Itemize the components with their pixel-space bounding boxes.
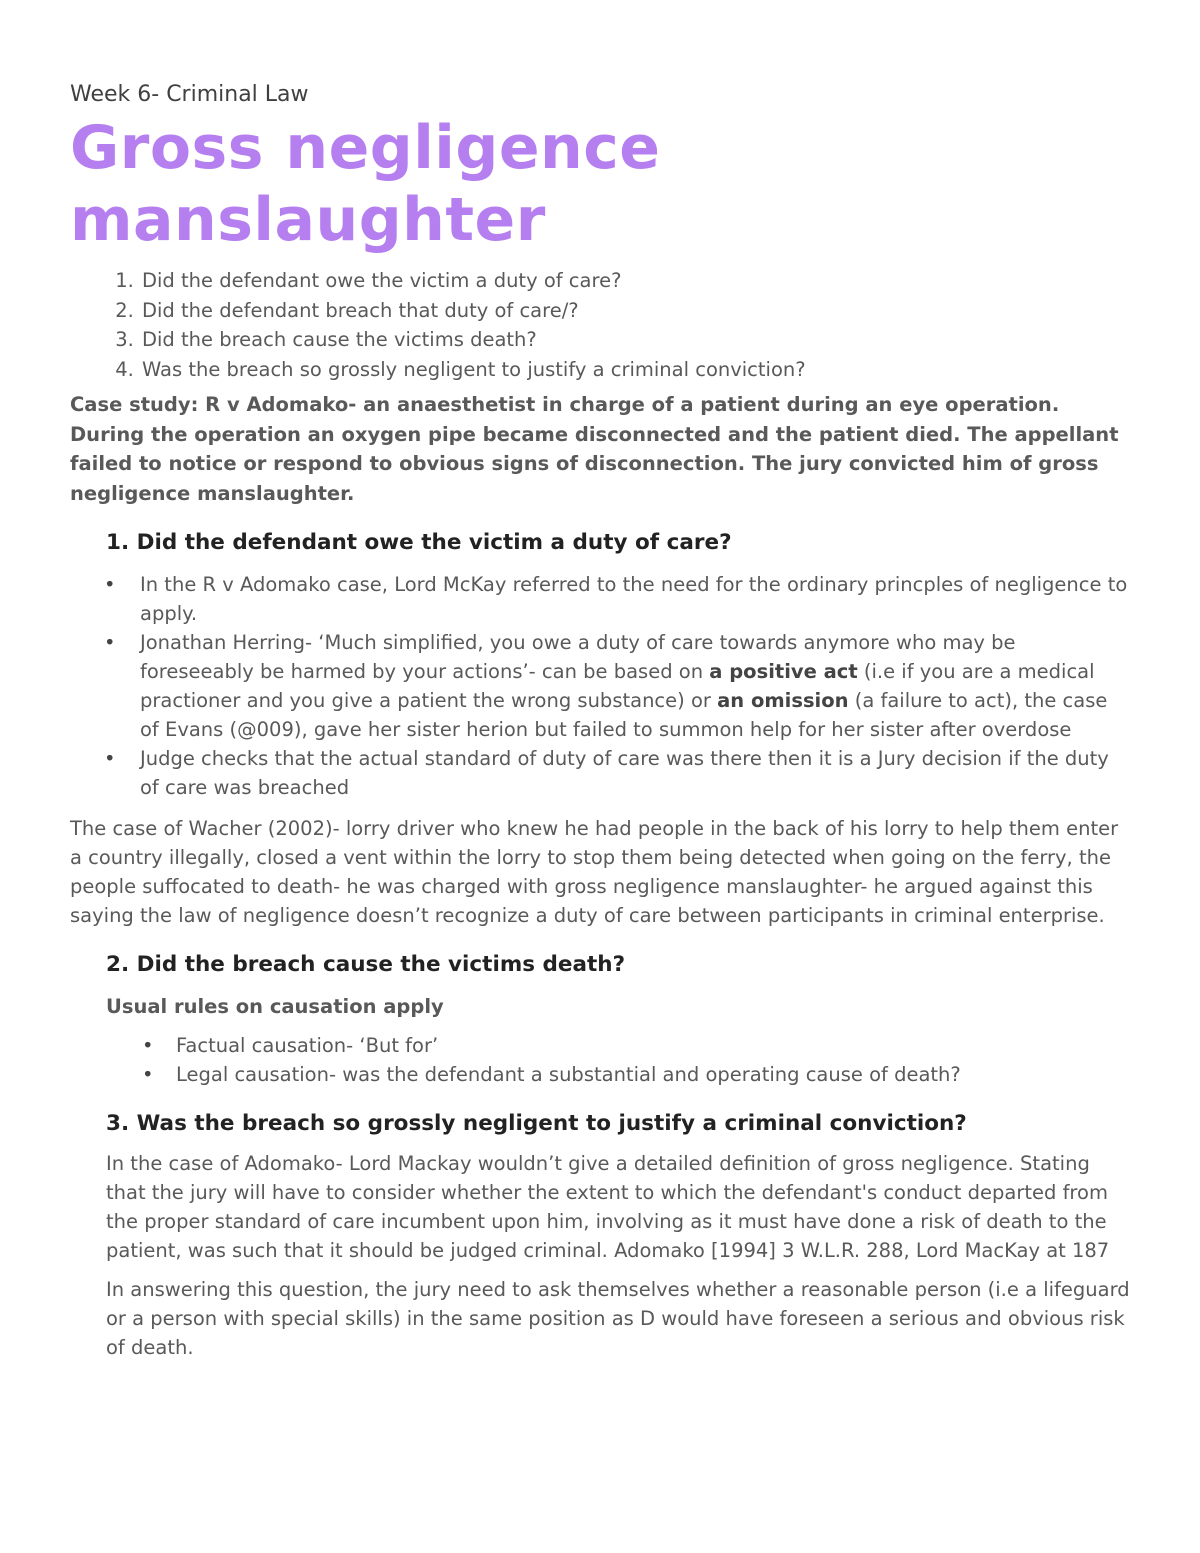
list-item: • Factual causation- ‘But for’: [176, 1031, 1130, 1060]
question-item: 3. Did the breach cause the victims death?: [140, 325, 1130, 355]
bullet-text: (i.e if you are a medical practioner and you give a patient the wrong substance) or: [140, 660, 1095, 712]
title-line-1: Gross negligence: [70, 113, 661, 183]
title-line-2: manslaughter: [70, 185, 546, 255]
list-item: [140, 628, 1130, 744]
bullet-text: Jonathan Herring- ‘Much simplified, you owe a duty of care towards anymore who may be foreseeably be harmed by your actions’- can be based on: [140, 631, 1016, 683]
question-item: 2. Did the defendant breach that duty of care/?: [140, 296, 1130, 326]
wacher-paragraph: The case of Wacher (2002)- lorry driver who knew he had people in the back of his lorry to help them enter a country illegally, closed a vent within the lorry to stop them being detected when going on the ferry, the people suffocated to death- he was charged with gross negligence manslaughter- he argued against this saying the law of negligence doesn’t recognize a duty of care between participants in criminal enterprise.: [70, 817, 1119, 927]
section1-heading: 1. Did the defendant owe the victim a duty of care?: [106, 530, 732, 555]
list-item: • In the R v Adomako case, Lord McKay referred to the need for the ordinary princples of negligence to apply.: [140, 570, 1130, 628]
page-title: [70, 112, 1130, 256]
section3-paragraph-1: In the case of Adomako- Lord Mackay wouldn’t give a detailed definition of gross negligence. Stating that the jury will have to consider whether the extent to which the defendant's conduct departed from the proper standard of care incumbent upon him, involving as it must have done a risk of death to the patient, was such that it should be judged criminal. Adomako [1994] 3 W.L.R. 288, Lord MacKay at 187: [106, 1152, 1110, 1262]
list-item: • Legal causation- was the defendant a substantial and operating cause of death?: [176, 1060, 1130, 1089]
bold-term: an omission: [717, 689, 849, 712]
bullet-text: (a failure to act), the case of Evans (@009), gave her sister herion but failed to summon help for her sister after overdose: [140, 689, 1108, 741]
week-label: Week 6- Criminal Law: [70, 82, 309, 107]
question-item: 4. Was the breach so grossly negligent to justify a criminal conviction?: [140, 355, 1130, 385]
list-item: • Judge checks that the actual standard of duty of care was there then it is a Jury decision if the duty of care was breached: [140, 744, 1130, 802]
case-study: Case study: R v Adomako- an anaesthetist in charge of a patient during an eye operation. During the operation an oxygen pipe became disconnected and the patient died. The appellant failed to notice or respond to obvious signs of disconnection. The jury convicted him of gross negligence manslaughter.: [70, 393, 1119, 505]
question-list: [70, 266, 1130, 384]
section2-heading: 2. Did the breach cause the victims death?: [106, 952, 626, 977]
section3-heading: 3. Was the breach so grossly negligent to justify a criminal conviction?: [106, 1111, 967, 1136]
section2-subheading: Usual rules on causation apply: [106, 995, 444, 1018]
question-item: 1. Did the defendant owe the victim a duty of care?: [140, 266, 1130, 296]
section1-bullets: [70, 570, 1130, 802]
document-page: [70, 80, 1130, 1362]
section2-bullets: [70, 1031, 1130, 1089]
bold-term: a positive act: [709, 660, 858, 683]
section3-paragraph-2: In answering this question, the jury need to ask themselves whether a reasonable person (i.e a lifeguard or a person with special skills) in the same position as D would have foreseen a serious and obvious risk of death.: [106, 1278, 1130, 1359]
